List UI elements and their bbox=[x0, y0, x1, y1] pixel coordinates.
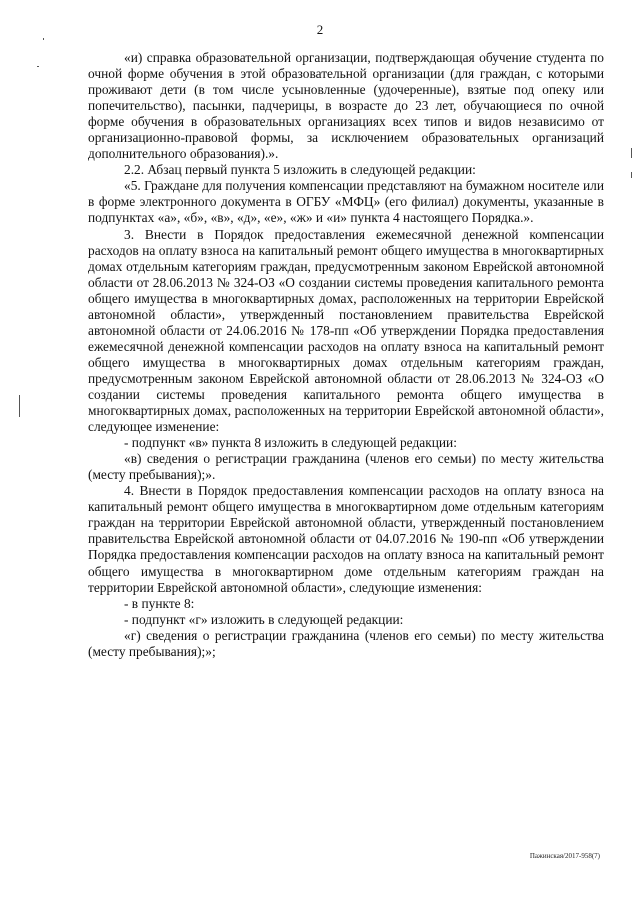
scan-mark bbox=[631, 148, 632, 158]
scan-mark bbox=[43, 38, 44, 40]
paragraph: «г) сведения о регистрации гражданина (членов его семьи) по месту жительства (месту пребывания);»; bbox=[88, 627, 604, 659]
document-body bbox=[88, 50, 604, 660]
paragraph: - в пункте 8: bbox=[124, 595, 195, 611]
scan-mark bbox=[631, 172, 632, 178]
paragraph: 3. Внести в Порядок предоставления ежемесячной денежной компенсации расходов на оплату взноса на капитальный ремонт общего имущества в многоквартирных домах отдельным категориям граждан, предусмотренным законом Еврейской автономной области от 28.06.2013 № 324-ОЗ «О создании системы проведения капитального ремонта общего имущества в многоквартирных домах, расположенных на территории Еврейской автономной области», утвержденный постановлением правительства Еврейской автономной области от 24.06.2016 № 178-пп «Об утверждении Порядка предоставления ежемесячной денежной компенсации расходов на оплату взноса на капитальный ремонт общего имущества в многоквартирных домах отдельным категориям граждан, предусмотренным законом Еврейской автономной области от 28.06.2013 № 324-ОЗ «О создании системы проведения капитального ремонта общего имущества в многоквартирных домах, расположенных на территории Еврейской автономной области», следующее изменение: bbox=[88, 226, 604, 435]
paragraph: - подпункт «г» изложить в следующей редакции: bbox=[124, 611, 404, 627]
paragraph: «и) справка образовательной организации, подтверждающая обучение студента по очной форме обучения в этой образовательной организации (для граждан, с которыми проживают дети (в том числе усыновленные (удочеренные), взятые под опеку или попечительство), пасынки, падчерицы, в возрасте до 23 лет, обучающиеся по очной форме обучения в образовательных организациях всех типов и видов независимо от организационно-правовой формы, за исключением образовательных организаций дополнительного образования).». bbox=[88, 50, 604, 162]
paragraph: - подпункт «в» пункта 8 изложить в следующей редакции: bbox=[124, 435, 457, 451]
page-number: 2 bbox=[316, 22, 324, 37]
paragraph: 4. Внести в Порядок предоставления компенсации расходов на оплату взноса на капитальный ремонт общего имущества в многоквартирном доме отдельным категориям граждан на территории Еврейской автономной области, утвержденный постановлением правительства Еврейской автономной области от 04.07.2016 № 190-пп «Об утверждении Порядка предоставления компенсации расходов на оплату взноса на капитальный ремонт общего имущества в многоквартирном доме отдельным категориям граждан на территории Еврейской автономной области», следующие изменения: bbox=[88, 483, 604, 595]
scan-mark bbox=[19, 395, 20, 417]
paragraph: «5. Граждане для получения компенсации представляют на бумажном носителе или в форме электронного документа в ОГБУ «МФЦ» (его филиал) документы, указанные в подпунктах «а», «б», «в», «д», «е», «ж» и «и» пункта 4 настоящего Порядка.». bbox=[88, 178, 604, 226]
paragraph: 2.2. Абзац первый пункта 5 изложить в следующей редакции: bbox=[124, 162, 476, 178]
paragraph: «в) сведения о регистрации гражданина (членов его семьи) по месту жительства (месту пребывания);». bbox=[88, 451, 604, 483]
scan-mark bbox=[37, 66, 39, 67]
footer-document-code: Пажинская/2017-958(7) bbox=[529, 852, 600, 860]
